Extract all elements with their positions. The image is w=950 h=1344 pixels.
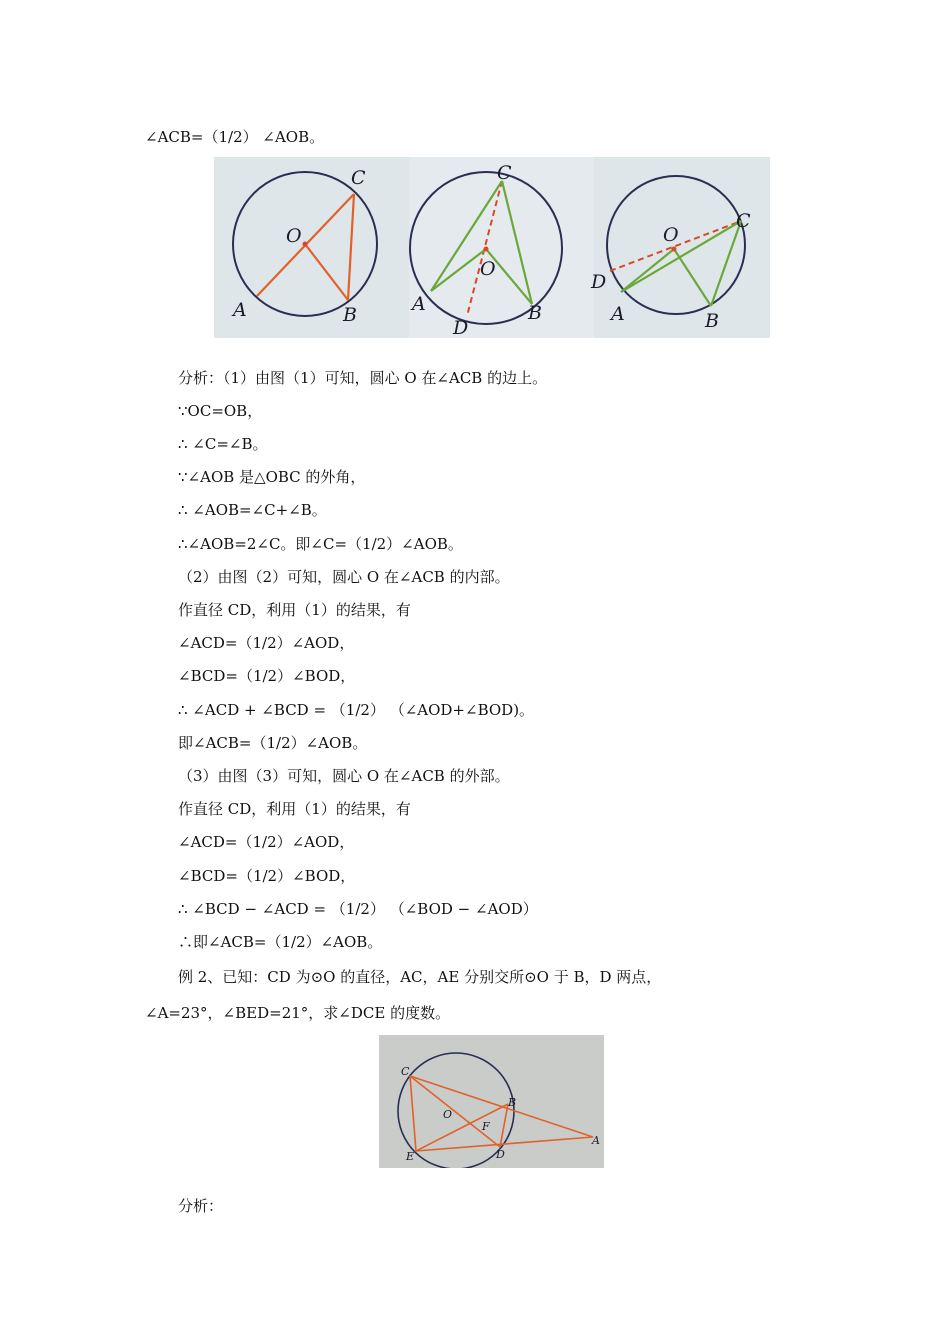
label-d: D	[453, 317, 469, 338]
text-line: ∠ACB=（1/2） ∠AOB。	[145, 128, 325, 146]
text-line: ∴∠AOB=2∠C。即∠C=（1/2）∠AOB。	[178, 535, 463, 553]
label-a: A	[611, 303, 625, 325]
text-line: （2）由图（2）可知，圆心 O 在∠ACB 的内部。	[178, 568, 510, 586]
figure-example-2	[379, 1035, 604, 1168]
text-line: 即∠ACB=（1/2）∠AOB。	[178, 734, 368, 752]
text-line: （3）由图（3）可知，圆心 O 在∠ACB 的外部。	[178, 767, 510, 785]
label-d: D	[496, 1148, 505, 1161]
text-line: ∴即∠ACB=（1/2）∠AOB。	[178, 933, 383, 951]
label-b: B	[705, 310, 719, 332]
label-b: B	[343, 304, 357, 326]
text-line: 分析：	[178, 1197, 224, 1215]
label-c: C	[497, 162, 512, 184]
text-line: 作直径 CD，利用（1）的结果，有	[178, 800, 411, 818]
text-line: 作直径 CD，利用（1）的结果，有	[178, 601, 411, 619]
text-line: 分析：（1）由图（1）可知，圆心 O 在∠ACB 的边上。	[178, 369, 548, 387]
label-a: A	[412, 293, 426, 315]
figure-inscribed-angle	[214, 157, 770, 338]
label-o: O	[480, 258, 496, 280]
text-line: 例 2、已知：CD 为⊙O 的直径，AC，AE 分别交所⊙O 于 B，D 两点，	[178, 968, 662, 986]
text-line: ∠A=23°，∠BED=21°，求∠DCE 的度数。	[145, 1004, 451, 1022]
text-line: ∠BCD=（1/2）∠BOD，	[178, 667, 356, 685]
text-line: ∠ACD=（1/2）∠AOD，	[178, 833, 355, 851]
figure-inscribed-angle-svg	[214, 157, 770, 338]
label-o: O	[286, 225, 302, 247]
text-line: ∠ACD=（1/2）∠AOD，	[178, 634, 355, 652]
label-a: A	[233, 299, 247, 321]
label-e: E	[406, 1150, 415, 1163]
text-line: ∵∠AOB 是△OBC 的外角，	[178, 468, 366, 486]
figure-example-2-svg	[379, 1035, 604, 1168]
label-c: C	[736, 210, 751, 232]
label-d: D	[591, 271, 607, 293]
text-line: ∴ ∠BCD − ∠ACD = （1/2） （∠BOD − ∠AOD）	[178, 900, 538, 918]
text-line: ∴ ∠ACD + ∠BCD = （1/2） （∠AOD+∠BOD)。	[178, 701, 535, 719]
label-f: F	[482, 1120, 490, 1133]
text-line: ∴ ∠C=∠B。	[178, 435, 268, 453]
label-b: B	[528, 302, 542, 324]
text-line: ∠BCD=（1/2）∠BOD，	[178, 867, 356, 885]
label-a: A	[592, 1134, 600, 1147]
text-line: ∴ ∠AOB=∠C+∠B。	[178, 501, 327, 519]
label-o: O	[663, 224, 679, 246]
label-c: C	[401, 1065, 410, 1078]
label-o: O	[443, 1108, 453, 1121]
label-c: C	[351, 167, 366, 189]
label-b: B	[508, 1096, 517, 1109]
text-line: ∵OC=OB，	[178, 402, 263, 420]
